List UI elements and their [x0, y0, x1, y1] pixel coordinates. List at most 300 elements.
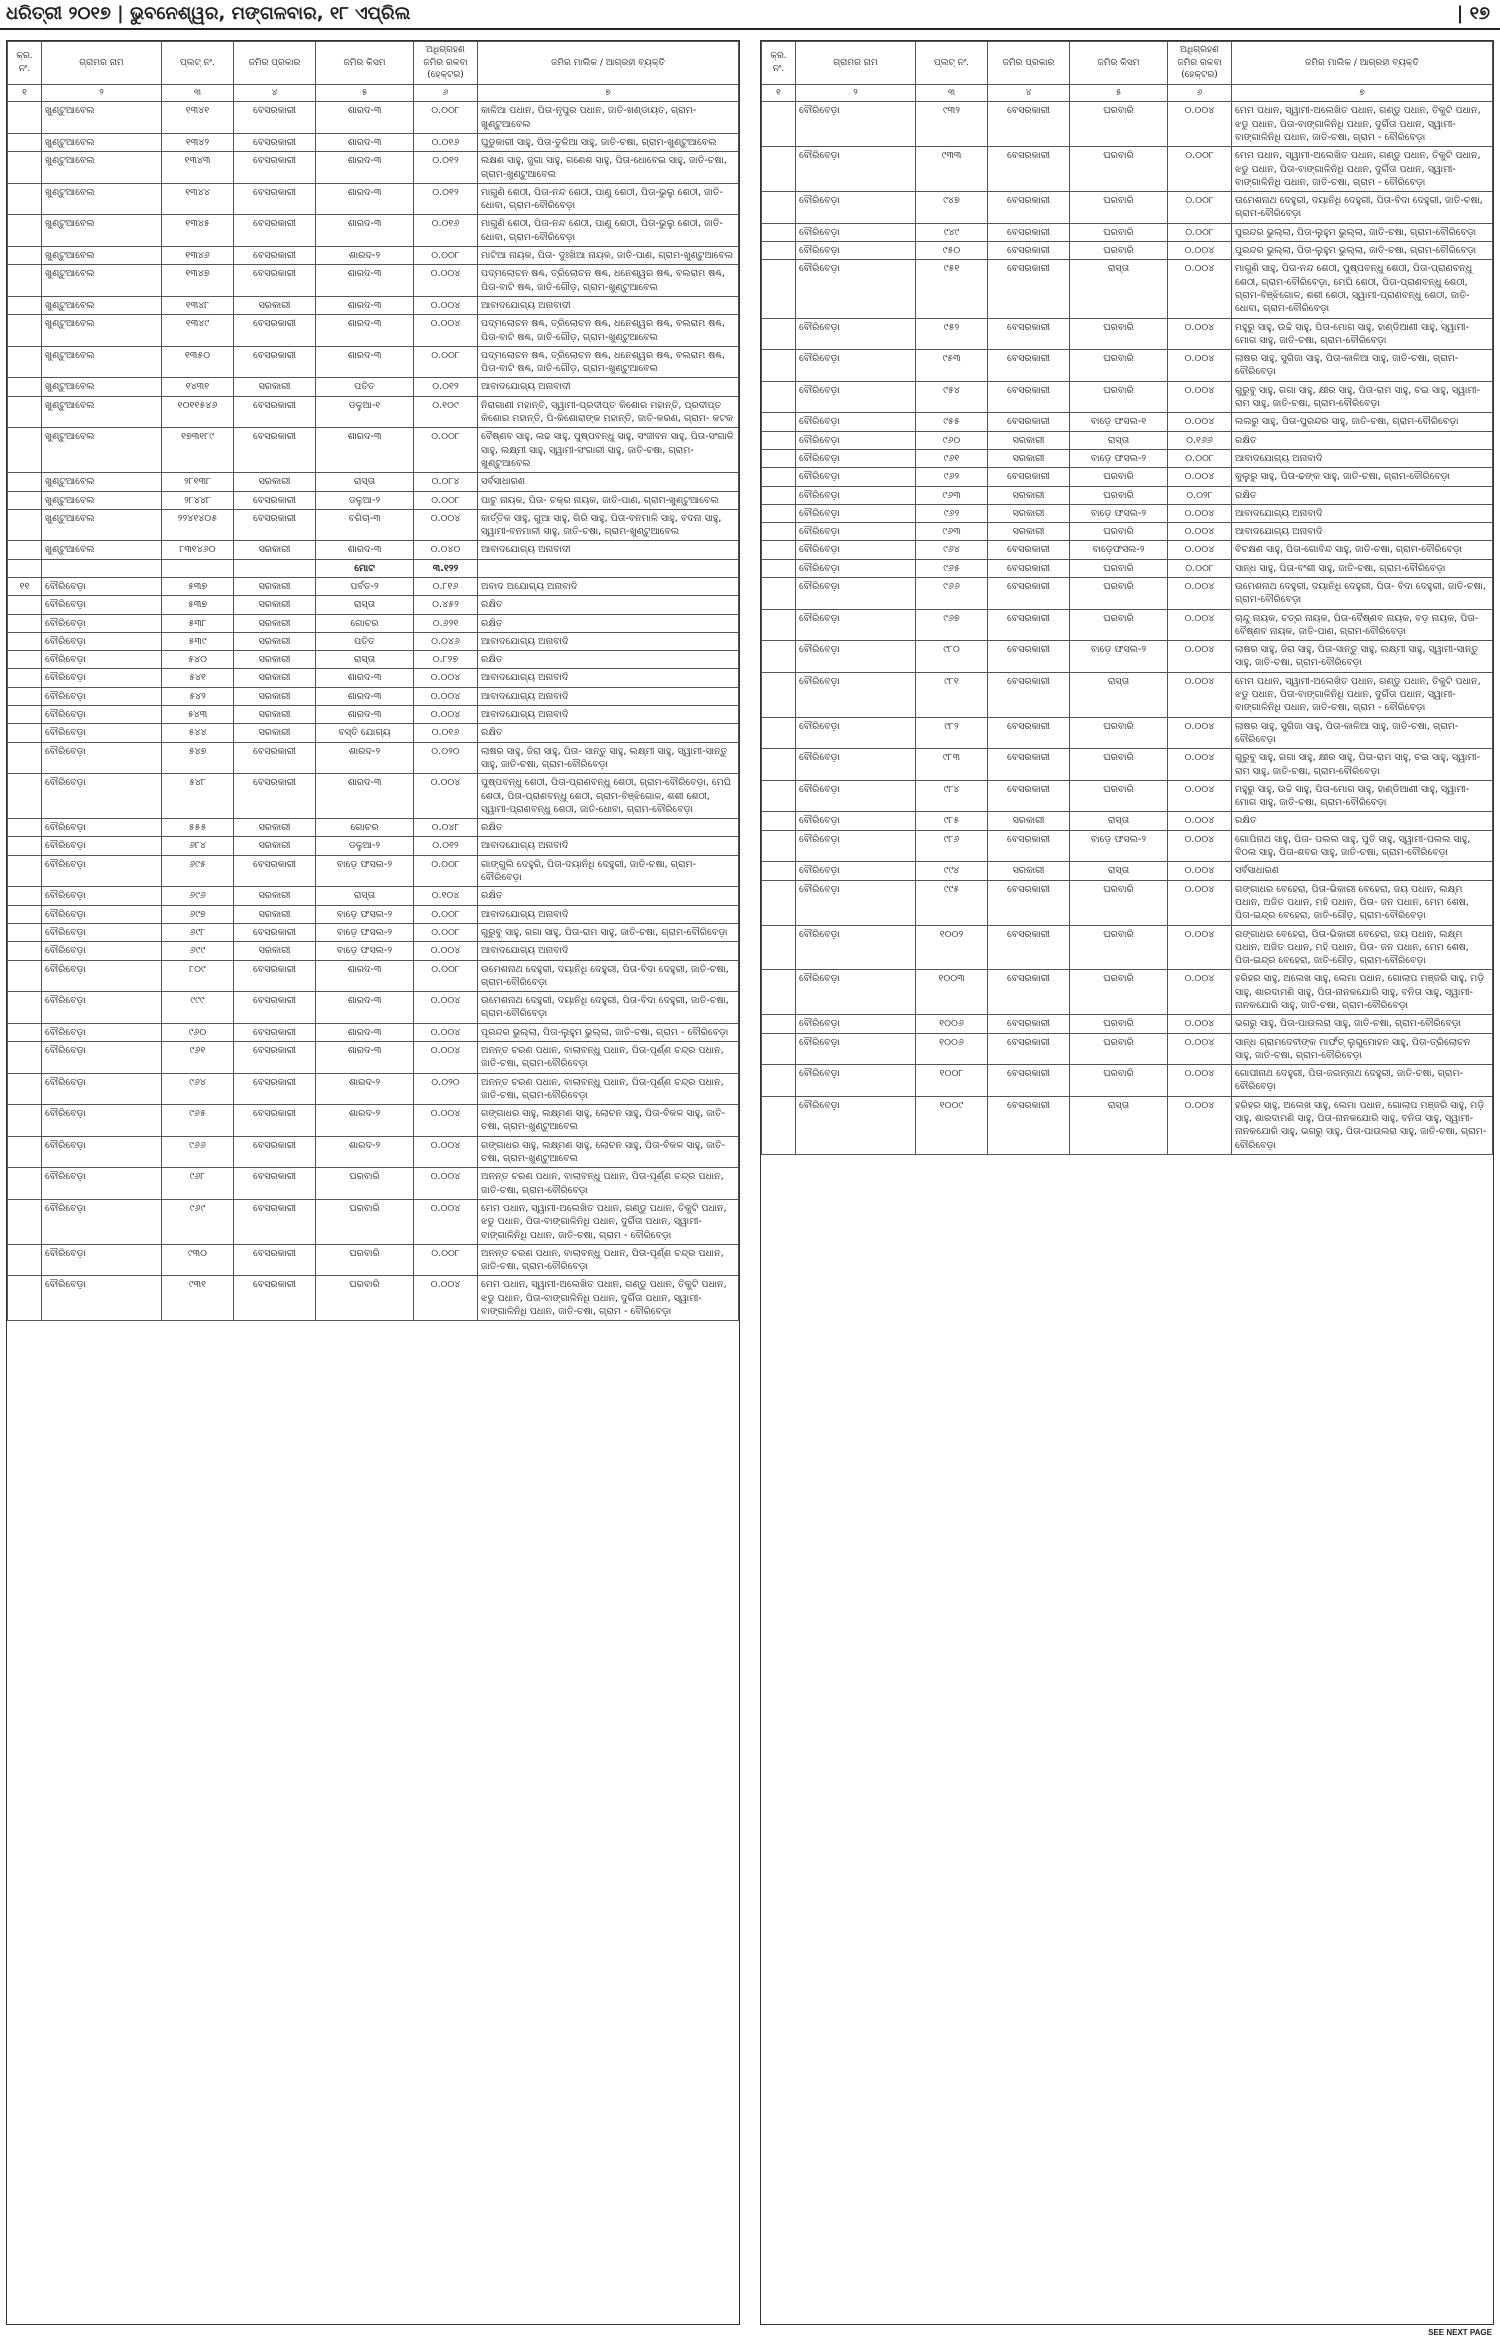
cell-land-type: ବେସରକାରୀ — [234, 152, 316, 184]
cell-village: ବୌରିବେଡ଼ା — [42, 992, 162, 1024]
cell-owner: ଘୁଡୁକାରୀ ସାହୁ, ପିତା-ତୁଳିଆ ସାହୁ, ଜାତି-ଚଷା, ଗ୍ରାମ-ଖୁଣ୍ଟୁଆବେଲ — [478, 133, 739, 151]
cell-sl — [762, 413, 796, 431]
table-row — [8, 133, 739, 151]
cell-village: ବୌରିବେଡ଼ା — [42, 887, 162, 905]
cell-land-type: ବେସରକାରୀ — [234, 102, 316, 134]
cell-area: ୦.୦୧୬ — [414, 215, 478, 247]
cell-village: ବୌରିବେଡ଼ା — [42, 923, 162, 941]
cell-plot: ୧୦୦୮ — [916, 1065, 988, 1097]
table-row — [762, 830, 1493, 862]
cell-sl — [8, 215, 42, 247]
cell-land-type: ବେସରକାରୀ — [988, 717, 1070, 749]
cell-plot: ୮୩୧୪୬୦ — [162, 541, 234, 559]
cell-plot: ୫୪୨ — [162, 687, 234, 705]
cell-owner: ଆବାଦଯୋଗ୍ୟ ଅନାବାଦି — [1232, 504, 1493, 522]
cell-area: ୦.୦୦୪ — [414, 1168, 478, 1200]
cell-plot: ୯୫୨ — [916, 318, 988, 350]
cell-village: ବୌରିବେଡ଼ା — [42, 774, 162, 819]
cell-area: ୦.୦୦୮ — [414, 855, 478, 887]
cell-owner: ରକ୍ଷିତ — [1232, 812, 1493, 830]
cell-area: ୦.୦୦୪ — [1168, 925, 1232, 970]
cell-kisam: ଘରବାରି — [316, 1199, 414, 1244]
cell-village: ବୌରିବେଡ଼ା — [796, 541, 916, 559]
cell-plot: ୯୬୫ — [162, 1105, 234, 1137]
cell-area: ୦.୦୦୮ — [1168, 147, 1232, 192]
cell-area: ୦.୧୬୬ — [1168, 431, 1232, 449]
cell-village: ବୌରିବେଡ଼ା — [796, 1033, 916, 1065]
cell-plot: ୯୩୦ — [162, 1244, 234, 1276]
cell-area: ୦.୦୦୮ — [414, 905, 478, 923]
cell-plot: ୯୬୯ — [162, 1199, 234, 1244]
cell-kisam: ଡଳୁଆ-୨ — [316, 837, 414, 855]
cell-sl — [762, 1065, 796, 1097]
cell-owner: ପଦ୍ମଲୋଚନ ଷଣ୍ଢ, ତ୍ରିଲୋଚନ ଷଣ୍ଢ, ଧନେଶ୍ୱର ଷଣ୍ଢ, ବଲରାମ ଷଣ୍ଢ, ପିତା-ବାଟି ଷଣ୍ଢ, ଜାତି-ଗୌଡ଼, ଗ୍ରାମ-ଖୁଣ୍ଟୁଆବେଲ — [478, 315, 739, 347]
cell-village: ବୌରିବେଡ଼ା — [42, 1023, 162, 1041]
header-row — [762, 42, 1493, 85]
cell-land-type: ବେସରକାରୀ — [988, 880, 1070, 925]
cell-sl — [8, 509, 42, 541]
cell-owner: ମେମ ପଧାନ, ସ୍ୱାମୀ-ଅଲେଖିତ ପଧାନ, ଗଣ୍ଡୁ ପଧାନ, ତିକୁଟି ପଧାନ, ଝଡୁ ପଧାନ, ପିତା-ବାଙ୍ଗାଳିନିଧି ପଧାନ, ଦୁର୍ଗିତା ପଧାନ, ସ୍ୱାମୀ-ବାଙ୍ଗାଳିନିଧି ପଧାନ, ଜାତି-ଚଷା, ଗ୍ରାମ - ବୌରିବେଡ଼ା — [1232, 102, 1493, 147]
cell-owner: ସାନ୍ଧ ଗ୍ରାମଦେବୀଙ୍କ ମାର୍ଫତ୍ ଲୁଗୁମୋହନ ସାହୁ, ପିତା-ତ୍ରିଲୋଚନ ସାହୁ, ଜାତି-ଚଷା, ଗ୍ରାମ-ବୌରିବେଡ଼ା — [1232, 1033, 1493, 1065]
cell-area: ୦.୦୦୪ — [414, 265, 478, 297]
cell-owner: ଉମେଶନାଥ ଦେହୁରୀ, ଦୟାନିଧି ଦେହୁରୀ, ପିତା- ବିଦା ଦେହୁରୀ, ଜାତି-ଚଷା, ଗ୍ରାମ-ବୌରିବେଡ଼ା — [1232, 577, 1493, 609]
col-header-land-type: ଜମିର ପ୍ରକାର — [234, 42, 316, 85]
cell-sl — [8, 491, 42, 509]
cell-area: ୦.୦୦୪ — [1168, 260, 1232, 318]
cell-land-type: ସରକାରୀ — [234, 596, 316, 614]
cell-kisam: ରାସ୍ତା — [316, 651, 414, 669]
cell-area: ୦.୦୦୪ — [414, 706, 478, 724]
cell-owner: ରକ୍ଷିତ — [478, 724, 739, 742]
column-number-row — [762, 84, 1493, 102]
table-row — [8, 509, 739, 541]
table-row — [8, 265, 739, 297]
cell-land-type: ବେସରକାରୀ — [234, 215, 316, 247]
table-row — [762, 641, 1493, 673]
cell-village: ବୌରିବେଡ଼ା — [796, 242, 916, 260]
cell-owner: ଆବାଦଯୋଗ୍ୟ ଅନାବାଦି — [478, 632, 739, 650]
cell-area: ୦.୦୪୮ — [414, 819, 478, 837]
table-row — [8, 577, 739, 595]
cell-kisam: ରାସ୍ତା — [1070, 1096, 1168, 1154]
cell-owner: ଆବାଦଯୋଗ୍ୟ ଅନାବାଦି — [478, 669, 739, 687]
cell-sl — [762, 641, 796, 673]
cell-owner: ଅନନ୍ତ ଚରଣ ପଧାନ, ବାଲାବନ୍ଧୁ ପଧାନ, ପିତା-ପୂର୍ଣ୍ଣ ଚନ୍ଦ୍ର ପଧାନ, ଜାତି-ଚଷା, ଗ୍ରାମ-ବୌରିବେଡ଼ା — [478, 1168, 739, 1200]
cell-land-type: ବେସରକାରୀ — [234, 315, 316, 347]
cell-sl — [762, 970, 796, 1015]
table-row — [8, 428, 739, 473]
cell-plot: ୮୦୯ — [162, 960, 234, 992]
masthead-title: ଧରିତ୍ରୀ ୨୦୧୭ | ଭୁବନେଶ୍ୱର, ମଙ୍ଗଳବାର, ୧୮ ଏପ୍ରିଲ — [6, 3, 411, 24]
cell-plot: ୧୩୪୩ — [162, 152, 234, 184]
cell-kisam: ଗୋଚର — [316, 819, 414, 837]
cell-kisam: ଘରବାରି — [1070, 1033, 1168, 1065]
cell-plot: ୯୬୩ — [916, 523, 988, 541]
cell-village: ବୌରିବେଡ଼ା — [42, 1042, 162, 1074]
cell-village: ବୌରିବେଡ଼ା — [796, 449, 916, 467]
cell-village: ବୌରିବେଡ଼ା — [796, 318, 916, 350]
cell-plot: ୯୬୨ — [916, 468, 988, 486]
table-row — [8, 651, 739, 669]
col-header-land-type: ଜମିର ପ୍ରକାର — [988, 42, 1070, 85]
cell-kisam: ଘରବାରି — [1070, 577, 1168, 609]
cell-kisam: ଶାରଦ-୩ — [316, 687, 414, 705]
col-number: ୩ — [162, 84, 234, 102]
cell-owner: ଲଲରୁ ସାହୁ, ପିତା-ପୁରନ୍ଦର ସାହୁ, ଜାତି-ଚଷା, ଗ୍ରାମ-ବୌରିବେଡ଼ା — [1232, 413, 1493, 431]
cell-sl — [8, 541, 42, 559]
table-row — [762, 577, 1493, 609]
cell-kisam: ବାଡ଼େ ଫସଲ-୨ — [1070, 641, 1168, 673]
cell-kisam: ଶାରଦ-୩ — [316, 133, 414, 151]
masthead — [0, 0, 1500, 30]
table-row — [8, 396, 739, 428]
cell-area: ୦.୮୨୭ — [414, 651, 478, 669]
cell-kisam: ବାଡ଼େ ଫସଲ-୨ — [1070, 449, 1168, 467]
table-row — [8, 1136, 739, 1168]
cell-plot: ୯୪୯ — [916, 223, 988, 241]
cell-kisam: ଘରବାରି — [1070, 609, 1168, 641]
cell-village: ବୌରିବେଡ଼ା — [42, 1199, 162, 1244]
cell-sl — [8, 1199, 42, 1244]
cell-owner: ରକ୍ଷିତ — [478, 887, 739, 905]
cell-plot: ୧୩୪୧ — [162, 102, 234, 134]
cell-land-type — [234, 559, 316, 577]
cell-plot: ୧୦୦୬ — [916, 1033, 988, 1065]
cell-plot: ୯୪୭ — [916, 192, 988, 224]
see-next-page: SEE NEXT PAGE — [1428, 2328, 1492, 2337]
table-row — [8, 1276, 739, 1321]
table-row — [8, 296, 739, 314]
cell-plot: ୧୩୪୭ — [162, 265, 234, 297]
cell-owner: ଗଙ୍ଗାଧର ସାହୁ, ଲକ୍ଷ୍ମଣ ସାହୁ, ଲୋଚନ ସାହୁ, ପିତା-ବିକଳ ସାହୁ, ଜାତି-ଚଷା, ଗ୍ରାମ-ଖୁଣ୍ଟୁଆବେଲ — [478, 1136, 739, 1168]
cell-sl — [762, 812, 796, 830]
cell-area: ୦.୧୦୯ — [414, 396, 478, 428]
cell-owner: ପୁରନ୍ଦର ଭୁଲ୍ଲା, ପିତା-ଲୁହୁମ ଭୁଲ୍ଲା, ଜାତି-ଚଷା, ଗ୍ରାମ-ବୌରିବେଡ଼ା — [1232, 242, 1493, 260]
col-number: ୭ — [1232, 84, 1493, 102]
cell-owner: କୁଲୁରୁ ସାହୁ, ପିତା-ଢଙ୍କ ସାହୁ, ଜାତି-ଚଷା, ଗ୍ରାମ-ବୌରିବେଡ଼ା — [1232, 468, 1493, 486]
cell-area: ୦.୦୦୪ — [1168, 102, 1232, 147]
cell-area: ୦.୦୦୪ — [1168, 504, 1232, 522]
table-row — [8, 923, 739, 941]
table-row — [8, 819, 739, 837]
cell-village: ବୌରିବେଡ଼ା — [42, 942, 162, 960]
table-row — [762, 431, 1493, 449]
cell-kisam: ବାଡ଼େ ଫସଲ-୨ — [1070, 504, 1168, 522]
cell-sl — [762, 609, 796, 641]
cell-area: ୦.୦୧୨ — [414, 837, 478, 855]
cell-land-type: ସରକାରୀ — [234, 837, 316, 855]
cell-land-type: ବେସରକାରୀ — [988, 147, 1070, 192]
cell-sl — [762, 147, 796, 192]
cell-plot: ୯୮୫ — [916, 812, 988, 830]
cell-owner: ପୁରନ୍ଦର ଭୁଲ୍ଲା, ପିତା-ଲୁହୁମ ଭୁଲ୍ଲା, ଜାତି-ଚଷା, ଗ୍ରାମ-ବୌରିବେଡ଼ା — [1232, 223, 1493, 241]
cell-village: ଖୁଣ୍ଟୁଆବେଲ — [42, 315, 162, 347]
table-row — [8, 315, 739, 347]
table-row — [8, 1168, 739, 1200]
cell-owner: ଉମେଶନାଥ ଦେହୁରୀ, ଦୟାନିଧି ଦେହୁରୀ, ପିତା-ବିଦା ଦେହୁରୀ, ଜାତି-ଚଷା, ଗ୍ରାମ-ବୌରିବେଡ଼ା — [1232, 192, 1493, 224]
table-row — [8, 1199, 739, 1244]
cell-land-type: ବେସରକାରୀ — [234, 396, 316, 428]
cell-area: ୦.୦୦୮ — [414, 247, 478, 265]
cell-land-type: ବେସରକାରୀ — [234, 1136, 316, 1168]
cell-sl — [762, 102, 796, 147]
cell-owner: ଭଗରୁ ସାହୁ, ପିତା-ପାଉଲରା ସାହୁ, ଜାତି-ଚଷା, ଗ୍ରାମ-ବୌରିବେଡ଼ା — [1232, 1015, 1493, 1033]
cell-owner: ହରିହର ସାହୁ, ଅଲେଖ ସାହୁ, ଲେମା ପଧାନ, ଗୋଲାପ ମଞ୍ଜରି ସାହୁ, ମଡ଼ି ସାହୁ, ଶାରଦାମଣି ସାହୁ, ପିତା-ନାନକଯୋରି ସାହୁ, ବନିତା ସାହୁ, ସ୍ୱାମୀ-ନାନକଯୋରି ସାହୁ, ଭଗରୁ ସାହୁ, ପିତା-ପାଉଲରା ସାହୁ, ଜାତି-ଚଷା, ଗ୍ରାମ-ବୌରିବେଡ଼ା — [1232, 1096, 1493, 1154]
cell-plot: ୯୫୧ — [916, 260, 988, 318]
col-header-plot: ପ୍ଲଟ୍ ନଂ. — [162, 42, 234, 85]
table-row — [762, 468, 1493, 486]
table-row — [8, 742, 739, 774]
cell-village: ବୌରିବେଡ଼ା — [796, 641, 916, 673]
cell-kisam: ଘରବାରି — [1070, 717, 1168, 749]
cell-land-type: ବେସରକାରୀ — [988, 260, 1070, 318]
cell-kisam: ଶାରଦ-୩ — [316, 541, 414, 559]
cell-area: ୦.୦୦୪ — [414, 942, 478, 960]
table-row — [8, 1023, 739, 1041]
cell-land-type: ବେସରକାରୀ — [234, 1244, 316, 1276]
cell-village: ବୌରିବେଡ଼ା — [796, 812, 916, 830]
cell-sl — [762, 749, 796, 781]
cell-owner: ଅବାଦ ଅଯୋଗ୍ୟ ଅନାବାଦି — [478, 577, 739, 595]
table-row — [8, 102, 739, 134]
cell-plot: ୬୯୮ — [162, 923, 234, 941]
cell-owner: ଉମେଶନାଥ ଦେହୁରୀ, ଦୟାନିଧି ଦେହୁରୀ, ପିତା-ବିଦା ଦେହୁରୀ, ଜାତି-ଚଷା, ଗ୍ରାମ-ବୌରିବେଡ଼ା — [478, 992, 739, 1024]
cell-village: ଖୁଣ୍ଟୁଆବେଲ — [42, 133, 162, 151]
cell-area: ୦.୦୦୪ — [1168, 1065, 1232, 1097]
cell-sl — [8, 819, 42, 837]
cell-area: ୦.୦୦୪ — [1168, 717, 1232, 749]
cell-land-type: ସରକାରୀ — [234, 577, 316, 595]
cell-land-type: ବେସରକାରୀ — [988, 559, 1070, 577]
cell-owner: ରକ୍ଷିତ — [478, 614, 739, 632]
cell-plot: ୬୯୯ — [162, 942, 234, 960]
cell-land-type: ବେସରକାରୀ — [988, 1096, 1070, 1154]
cell-sl — [8, 942, 42, 960]
cell-area: ୦.୦୦୪ — [1168, 468, 1232, 486]
cell-village: ବୌରିବେଡ଼ା — [796, 350, 916, 382]
cell-village: ବୌରିବେଡ଼ା — [796, 609, 916, 641]
cell-area: ୦.୪୫୨ — [414, 596, 478, 614]
table-row — [762, 449, 1493, 467]
col-number: ୫ — [316, 84, 414, 102]
cell-owner: ମେମ ପଧାନ, ସ୍ୱାମୀ-ଅଲେଖିତ ପଧାନ, ଗଣ୍ଡୁ ପଧାନ, ତିକୁଟି ପଧାନ, ଝଡୁ ପଧାନ, ପିତା-ବାଙ୍ଗାଳିନିଧି ପଧାନ, ଦୁର୍ଗିତା ପଧାନ, ସ୍ୱାମୀ-ବାଙ୍ଗାଳିନିଧି ପଧାନ, ଜାତି-ଚଷା, ଗ୍ରାମ - ବୌରିବେଡ଼ା — [478, 1276, 739, 1321]
cell-owner: ଆବାଦଯୋଗ୍ୟ ଅନାବାଦି — [1232, 449, 1493, 467]
cell-plot: ୫୩୯ — [162, 632, 234, 650]
column-number-row — [8, 84, 739, 102]
cell-owner: ମେମ ପଧାନ, ସ୍ୱାମୀ-ଅଲେଖିତ ପଧାନ, ଗଣ୍ଡୁ ପଧାନ, ତିକୁଟି ପଧାନ, ଝଡୁ ପଧାନ, ପିତା-ବାଙ୍ଗାଳିନିଧି ପଧାନ, ଦୁର୍ଗିତା ପଧାନ, ସ୍ୱାମୀ-ବାଙ୍ଗାଳିନିଧି ପଧାନ, ଜାତି-ଚଷା, ଗ୍ରାମ - ବୌରିବେଡ଼ା — [1232, 672, 1493, 717]
cell-kisam: ଘରବାରି — [316, 1244, 414, 1276]
cell-sl — [8, 905, 42, 923]
cell-land-type: ସରକାରୀ — [234, 651, 316, 669]
cell-village: ଖୁଣ୍ଟୁଆବେଲ — [42, 491, 162, 509]
cell-kisam: ଶାରଦ-୩ — [316, 265, 414, 297]
table-row — [8, 1073, 739, 1105]
land-table-right — [761, 41, 1493, 1155]
cell-area: ୦.୦୦୪ — [414, 1042, 478, 1074]
cell-sl — [762, 449, 796, 467]
cell-plot: ୧୩୪୮ — [162, 296, 234, 314]
cell-village: ବୌରିବେଡ଼ା — [42, 1136, 162, 1168]
cell-village: ଖୁଣ୍ଟୁଆବେଲ — [42, 265, 162, 297]
table-row — [762, 925, 1493, 970]
col-number: ୪ — [988, 84, 1070, 102]
cell-owner: ଆବାଦଯୋଗ୍ୟ ଅନାବାଦି — [1232, 523, 1493, 541]
table-row — [8, 541, 739, 559]
cell-sl — [8, 152, 42, 184]
cell-area: ୦.୦୦୪ — [1168, 970, 1232, 1015]
cell-village: ବୌରିବେଡ଼ା — [796, 223, 916, 241]
cell-sl — [8, 960, 42, 992]
cell-owner: କାଳିଆ ପଧାନ, ପିତା-ନୃପୁର ପଧାନ, ଜାତି-ଖଣ୍ଡାୟତ, ଗ୍ରାମ-ଖୁଣ୍ଟୁଆବେଲ — [478, 102, 739, 134]
col-header-sl: କ୍ର. ନଂ. — [762, 42, 796, 85]
col-header-owner: ଜମିର ମାଲିକ / ଆଗ୍ରହୀ ବ୍ୟକ୍ତି — [1232, 42, 1493, 85]
cell-sl — [8, 855, 42, 887]
cell-kisam: ଘରବାରି — [1070, 1065, 1168, 1097]
col-number: ୫ — [1070, 84, 1168, 102]
cell-area: ୦.୦୦୪ — [1168, 1096, 1232, 1154]
cell-sl — [8, 923, 42, 941]
cell-plot: ୯୮୩ — [916, 749, 988, 781]
cell-owner: ଗଙ୍ଗାଧର ସାହୁ, ଲକ୍ଷ୍ମଣ ସାହୁ, ଲୋଚନ ସାହୁ, ପିତା-ବିକଳ ସାହୁ, ଜାତି-ଚଷା, ଗ୍ରାମ-ଖୁଣ୍ଟୁଆବେଲ — [478, 1105, 739, 1137]
cell-land-type: ବେସରକାରୀ — [234, 133, 316, 151]
cell-kisam: ବାଡ଼େ ଫସଲ-୨ — [316, 905, 414, 923]
cell-area: ୦.୦୦୪ — [1168, 641, 1232, 673]
cell-land-type: ବେସରକାରୀ — [234, 265, 316, 297]
cell-plot: ୨୮୧୩୮ — [162, 473, 234, 491]
cell-area: ୦.୦୦୪ — [414, 669, 478, 687]
cell-village: ବୌରିବେଡ଼ା — [796, 1096, 916, 1154]
cell-village: ଖୁଣ୍ଟୁଆବେଲ — [42, 215, 162, 247]
cell-kisam: ଶାରଦ-୩ — [316, 1042, 414, 1074]
cell-village: ବୌରିବେଡ଼ା — [796, 970, 916, 1015]
table-row — [8, 960, 739, 992]
cell-plot: ୯୮୬ — [916, 830, 988, 862]
table-row — [762, 970, 1493, 1015]
cell-kisam: ରାସ୍ତା — [316, 596, 414, 614]
cell-land-type: ବେସରକାରୀ — [234, 923, 316, 941]
table-row — [8, 992, 739, 1024]
table-row — [8, 706, 739, 724]
cell-land-type: ବେସରକାରୀ — [234, 183, 316, 215]
cell-land-type: ବେସରକାରୀ — [988, 970, 1070, 1015]
cell-kisam: ଶାରଦ-୩ — [316, 315, 414, 347]
cell-kisam: ଘରବାରି — [1070, 102, 1168, 147]
cell-sl — [762, 504, 796, 522]
cell-plot: ୧୩୪୯ — [162, 315, 234, 347]
cell-kisam: ଡଳୁଆ-୧ — [316, 396, 414, 428]
cell-owner: ଗାଙ୍ଗୁଲି ଦେହୁରି, ପିତା-ଦୟାନିଧି ଦେହୁରୀ, ଜାତି-ଚଷା, ଗ୍ରାମ-ବୌରିବେଡ଼ା — [478, 855, 739, 887]
cell-plot: ୬୯୬ — [162, 887, 234, 905]
cell-village: ବୌରିବେଡ଼ା — [796, 431, 916, 449]
cell-land-type: ସରକାରୀ — [988, 523, 1070, 541]
cell-village: ବୌରିବେଡ଼ା — [42, 1105, 162, 1137]
cell-area: ୦.୦୦୪ — [414, 509, 478, 541]
cell-owner: କାର୍ତ୍ତିକ ସାହୁ, ଗୁଆ ସାହୁ, ଗିରି ସାହୁ, ପିତା-ବନମାଳି ସାହୁ, ବଦନା ସାହୁ, ସ୍ୱାମୀ-ବନମାଳୀ ସାହୁ, ଜାତି-ଚଷା, ଗ୍ରାମ-ଖୁଣ୍ଟୁଆବେଲ — [478, 509, 739, 541]
cell-plot: ୫୪୩ — [162, 706, 234, 724]
cell-kisam: ଘରବାରି — [1070, 749, 1168, 781]
cell-land-type: ବେସରକାରୀ — [988, 242, 1070, 260]
table-row — [762, 350, 1493, 382]
table-row — [762, 880, 1493, 925]
cell-plot: ୫୪୪ — [162, 724, 234, 742]
cell-owner: ଉମେଶନାଥ ଦେହୁରୀ, ଦୟାନିଧି ଦେହୁରୀ, ପିତା-ବିଦା ଦେହୁରୀ, ଜାତି-ଚଷା, ଗ୍ରାମ-ବୌରିବେଡ଼ା — [478, 960, 739, 992]
cell-village: ଖୁଣ୍ଟୁଆବେଲ — [42, 541, 162, 559]
table-row — [762, 812, 1493, 830]
cell-sl — [8, 1042, 42, 1074]
cell-kisam: ଘରବାରି — [1070, 468, 1168, 486]
cell-owner: ମାଗୁଣି ଶେଠୀ, ପିତା-ନନ୍ଦ ଶେଠୀ, ପାଣୁ ଶେଠୀ, ପିତା-ଭୁଲୁ ଶେଠୀ, ଜାତି-ଧୋବା, ଗ୍ରାମ-ବୌରିବେଡ଼ା — [478, 183, 739, 215]
cell-kisam: ଶାରଦ-୨ — [316, 1105, 414, 1137]
cell-land-type: ବେସରକାରୀ — [988, 350, 1070, 382]
cell-plot: ୯୫୪ — [916, 381, 988, 413]
table-row — [8, 183, 739, 215]
cell-owner: ହରିହର ସାହୁ, ଅଲେଖ ସାହୁ, ଲେମା ପଧାନ, ଗୋଲାପ ମଞ୍ଜରି ସାହୁ, ମଡ଼ି ସାହୁ, ଶାରଦାମଣି ସାହୁ, ପିତା-ନାନକଯୋରି ସାହୁ, ବନିତା ସାହୁ, ସ୍ୱାମୀ-ନାନକଯୋରି ସାହୁ, ଜାତି-ଚଷା, ଗ୍ରାମ-ବୌରିବେଡ଼ା — [1232, 970, 1493, 1015]
cell-plot: ୯୮୪ — [916, 780, 988, 812]
cell-area: ୩.୧୨୨ — [414, 559, 478, 577]
cell-kisam: ବାଡ଼େ ଫସଲ-୨ — [1070, 830, 1168, 862]
cell-plot: ୨୨୪୧୪୦୫ — [162, 509, 234, 541]
col-header-village: ଗ୍ରାମର ନାମ — [796, 42, 916, 85]
cell-kisam: ବାଡ଼େ ଫସଲ-୨ — [316, 942, 414, 960]
cell-sl — [8, 687, 42, 705]
cell-area: ୦.୦୦୪ — [1168, 242, 1232, 260]
cell-village: ବୌରିବେଡ଼ା — [42, 1244, 162, 1276]
cell-owner: ଗୁରୁବୁ ସାହୁ, ଗଗା ସାହୁ, କ୍ଷୀର ସାହୁ, ପିତା-ରାମ ସାହୁ, ଚଇ ସାହୁ, ସ୍ୱାମୀ-ରାମ ସାହୁ, ଜାତି-ଚଷା, ଗ୍ରାମ-ବୌରିବେଡ଼ା — [1232, 749, 1493, 781]
cell-kisam: ଘରବାରି — [1070, 970, 1168, 1015]
col-number: ୭ — [478, 84, 739, 102]
cell-kisam: ଶାରଦ-୩ — [316, 102, 414, 134]
cell-sl — [8, 1023, 42, 1041]
cell-sl — [762, 223, 796, 241]
cell-land-type: ବେସରକାରୀ — [988, 468, 1070, 486]
cell-sl — [8, 669, 42, 687]
cell-area: ୦.୮୧୬ — [414, 577, 478, 595]
cell-kisam: ଘରବାରି — [316, 1276, 414, 1321]
cell-land-type: ସରକାରୀ — [234, 296, 316, 314]
cell-owner: ମେମ ପଧାନ, ସ୍ୱାମୀ-ଅଲେଖିତ ପଧାନ, ଗଣ୍ଡୁ ପଧାନ, ତିକୁଟି ପଧାନ, ଝଡୁ ପଧାନ, ପିତା-ବାଙ୍ଗାଳିନିଧି ପଧାନ, ଦୁର୍ଗିତା ପଧାନ, ସ୍ୱାମୀ-ବାଙ୍ଗାଳିନିଧି ପଧାନ, ଜାତି-ଚଷା, ଗ୍ରାମ - ବୌରିବେଡ଼ା — [1232, 147, 1493, 192]
header-row — [8, 42, 739, 85]
cell-village: ଖୁଣ୍ଟୁଆବେଲ — [42, 183, 162, 215]
table-row — [8, 378, 739, 396]
cell-owner: ରକ୍ଷିତ — [1232, 431, 1493, 449]
cell-village: ବୌରିବେଡ଼ା — [42, 596, 162, 614]
cell-plot: ୧୪୩୧ — [162, 378, 234, 396]
cell-area: ୦.୦୦୪ — [414, 296, 478, 314]
cell-village: ବୌରିବେଡ଼ା — [796, 880, 916, 925]
col-number: ୨ — [796, 84, 916, 102]
cell-area: ୦.୦୦୪ — [414, 1023, 478, 1041]
cell-kisam: ଶାରଦ-୩ — [316, 183, 414, 215]
cell-owner: ଆବାଦଯୋଗ୍ୟ ଅନାବାଦି — [478, 905, 739, 923]
cell-area: ୦.୦୦୮ — [414, 1244, 478, 1276]
cell-plot: ୯୬୬ — [916, 577, 988, 609]
cell-village: ବୌରିବେଡ଼ା — [42, 742, 162, 774]
cell-plot: ୯୬୦ — [162, 1023, 234, 1041]
cell-plot: ୯୬୪ — [916, 541, 988, 559]
cell-village: ବୌରିବେଡ଼ା — [796, 830, 916, 862]
cell-plot: ୯୬୧ — [162, 1042, 234, 1074]
cell-kisam: ରାସ୍ତା — [1070, 862, 1168, 880]
cell-village: ବୌରିବେଡ଼ା — [796, 862, 916, 880]
cell-area: ୦.୦୦୪ — [1168, 780, 1232, 812]
cell-kisam: ରାସ୍ତା — [1070, 812, 1168, 830]
cell-area: ୦.୦୦୪ — [1168, 672, 1232, 717]
table-row — [762, 749, 1493, 781]
cell-owner: ନିରାଗାଣୀ ମହାନ୍ତି, ସ୍ୱାମୀ-ପ୍ରଦୀପ୍ତ କିଶୋର ମହାନ୍ତି, ପ୍ରଦୀପ୍ତ କିଶୋର ମହାନ୍ତି, ପି-କିଶୋରାଙ୍କ ମହାନ୍ତି, ଜାତି-କରଣ, ଗ୍ରାମ- କଟକ — [478, 396, 739, 428]
cell-village: ଖୁଣ୍ଟୁଆବେଲ — [42, 346, 162, 378]
cell-land-type: ବେସରକାରୀ — [234, 1073, 316, 1105]
cell-owner: ଲାଷର ସାହୁ, ଜିରା ସାହୁ, ପିତା-ସାନ୍ତୁ ସାହୁ, ଲକ୍ଷ୍ମୀ ସାହୁ, ସ୍ୱାମୀ-ସାନ୍ତୁ ସାହୁ, ଜାତି-ଚଷା, ଗ୍ରାମ-ବୌରିବେଡ଼ା — [1232, 641, 1493, 673]
